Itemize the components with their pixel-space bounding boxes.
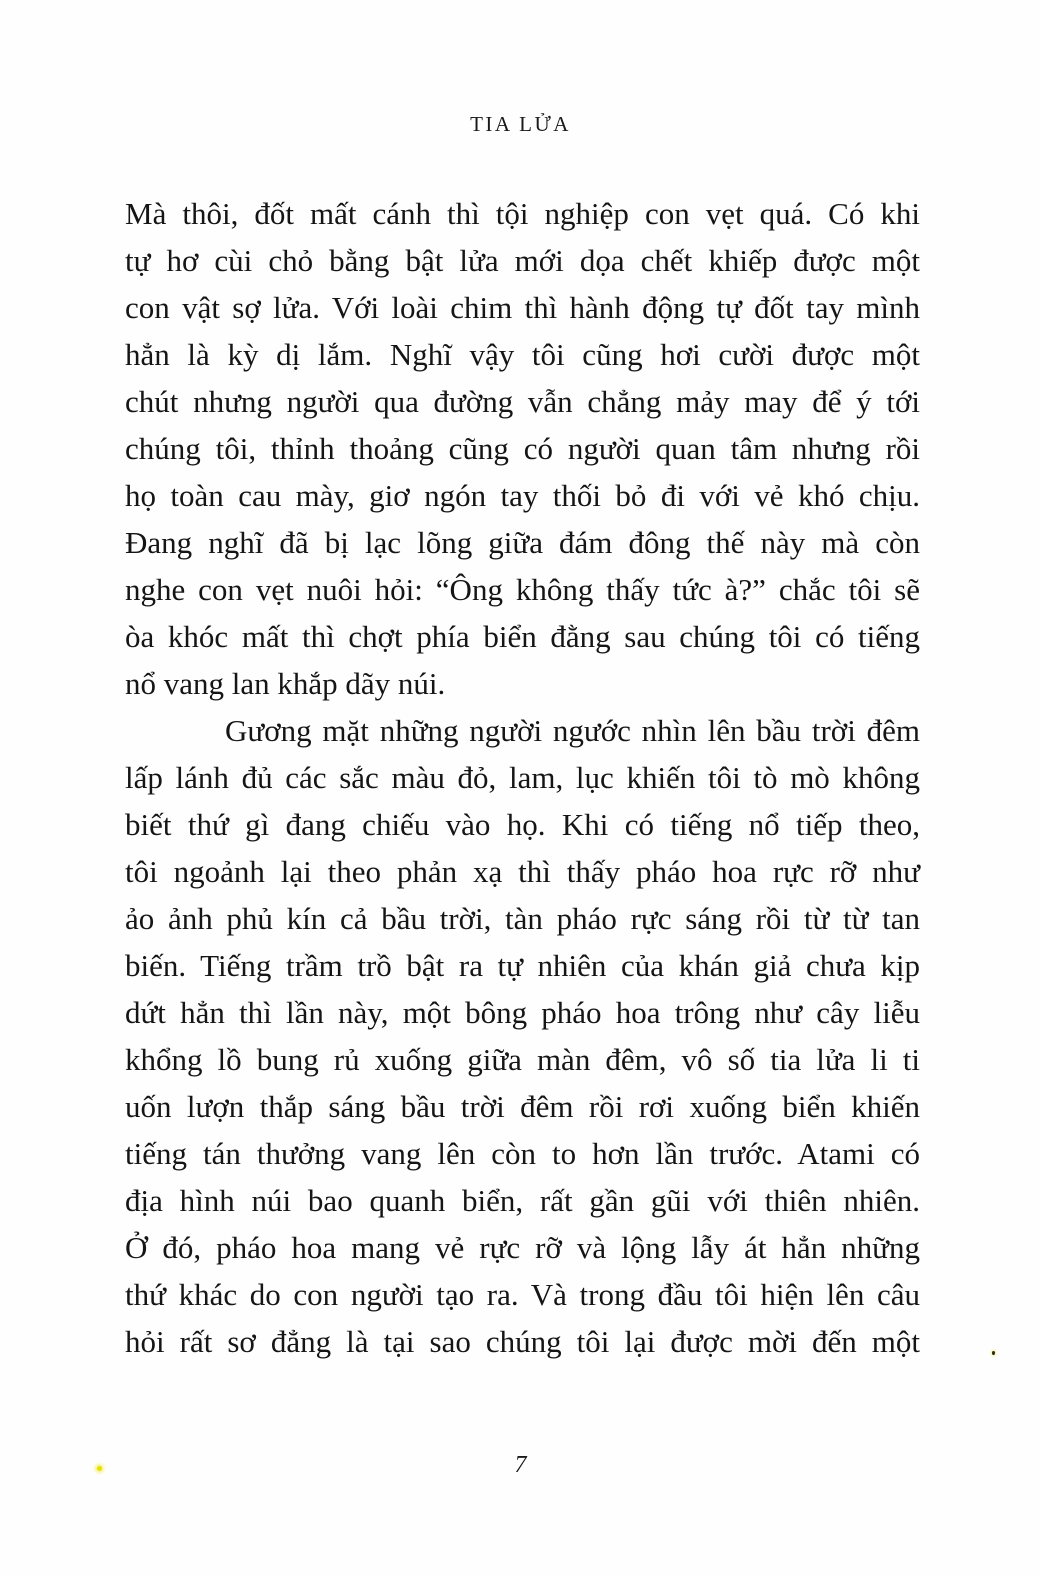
page-number: 7 [514,1452,527,1478]
text-line: con vật sợ lửa. Với loài chim thì hành động tự đốt tay mình [125,290,920,325]
body-text [125,190,920,1365]
text-line: hỏi rất sơ đẳng là tại sao chúng tôi lại được mời đến một [125,1324,920,1359]
text-line: chúng tôi, thỉnh thoảng cũng có người quan tâm nhưng rồi [125,431,920,466]
text-line: địa hình núi bao quanh biển, rất gần gũi với thiên nhiên. [125,1183,920,1218]
text-line: Ở đó, pháo hoa mang vẻ rực rỡ và lộng lẫy át hẳn những [125,1230,920,1265]
paragraph-2 [125,707,920,1365]
text-line: dứt hẳn thì lần này, một bông pháo hoa trông như cây liễu [125,995,920,1030]
text-line: biến. Tiếng trầm trồ bật ra tự nhiên của khán giả chưa kịp [125,948,920,983]
text-line: nổ vang lan khắp dãy núi. [125,666,446,701]
text-line: tôi ngoảnh lại theo phản xạ thì thấy pháo hoa rực rỡ như [125,854,920,889]
text-line: nghe con vẹt nuôi hỏi: “Ông không thấy tức à?” chắc tôi sẽ [125,572,920,607]
text-line: hẳn là kỳ dị lắm. Nghĩ vậy tôi cũng hơi cười được một [125,337,920,372]
text-line: òa khóc mất thì chợt phía biển đằng sau chúng tôi có tiếng [125,619,920,654]
text-line: ảo ảnh phủ kín cả bầu trời, tàn pháo rực sáng rồi từ từ tan [125,901,920,936]
text-line: biết thứ gì đang chiếu vào họ. Khi có tiếng nổ tiếp theo, [125,807,920,842]
text-line: lấp lánh đủ các sắc màu đỏ, lam, lục khiến tôi tò mò không [125,760,920,795]
text-line: Mà thôi, đốt mất cánh thì tội nghiệp con vẹt quá. Có khi [125,196,920,231]
scan-speck-mark [992,1351,995,1355]
text-line: chút nhưng người qua đường vẫn chẳng mảy may để ý tới [125,384,920,419]
paragraph-1 [125,190,920,707]
text-line: tiếng tán thưởng vang lên còn to hơn lần trước. Atami có [125,1136,920,1171]
text-line: uốn lượn thắp sáng bầu trời đêm rồi rơi xuống biển khiến [125,1089,920,1124]
text-line: thứ khác do con người tạo ra. Và trong đầu tôi hiện lên câu [125,1277,920,1312]
text-line: khổng lồ bung rủ xuống giữa màn đêm, vô số tia lửa li ti [125,1042,920,1077]
scan-speck-mark [97,1466,102,1471]
running-header: TIA LỬA [470,112,571,136]
text-line: họ toàn cau mày, giơ ngón tay thối bỏ đi với vẻ khó chịu. [125,478,920,513]
text-line: tự hơ cùi chỏ bằng bật lửa mới dọa chết khiếp được một [125,243,920,278]
text-line: Đang nghĩ đã bị lạc lõng giữa đám đông thế này mà còn [125,525,920,560]
text-line: Gương mặt những người ngước nhìn lên bầu trời đêm [225,713,920,748]
